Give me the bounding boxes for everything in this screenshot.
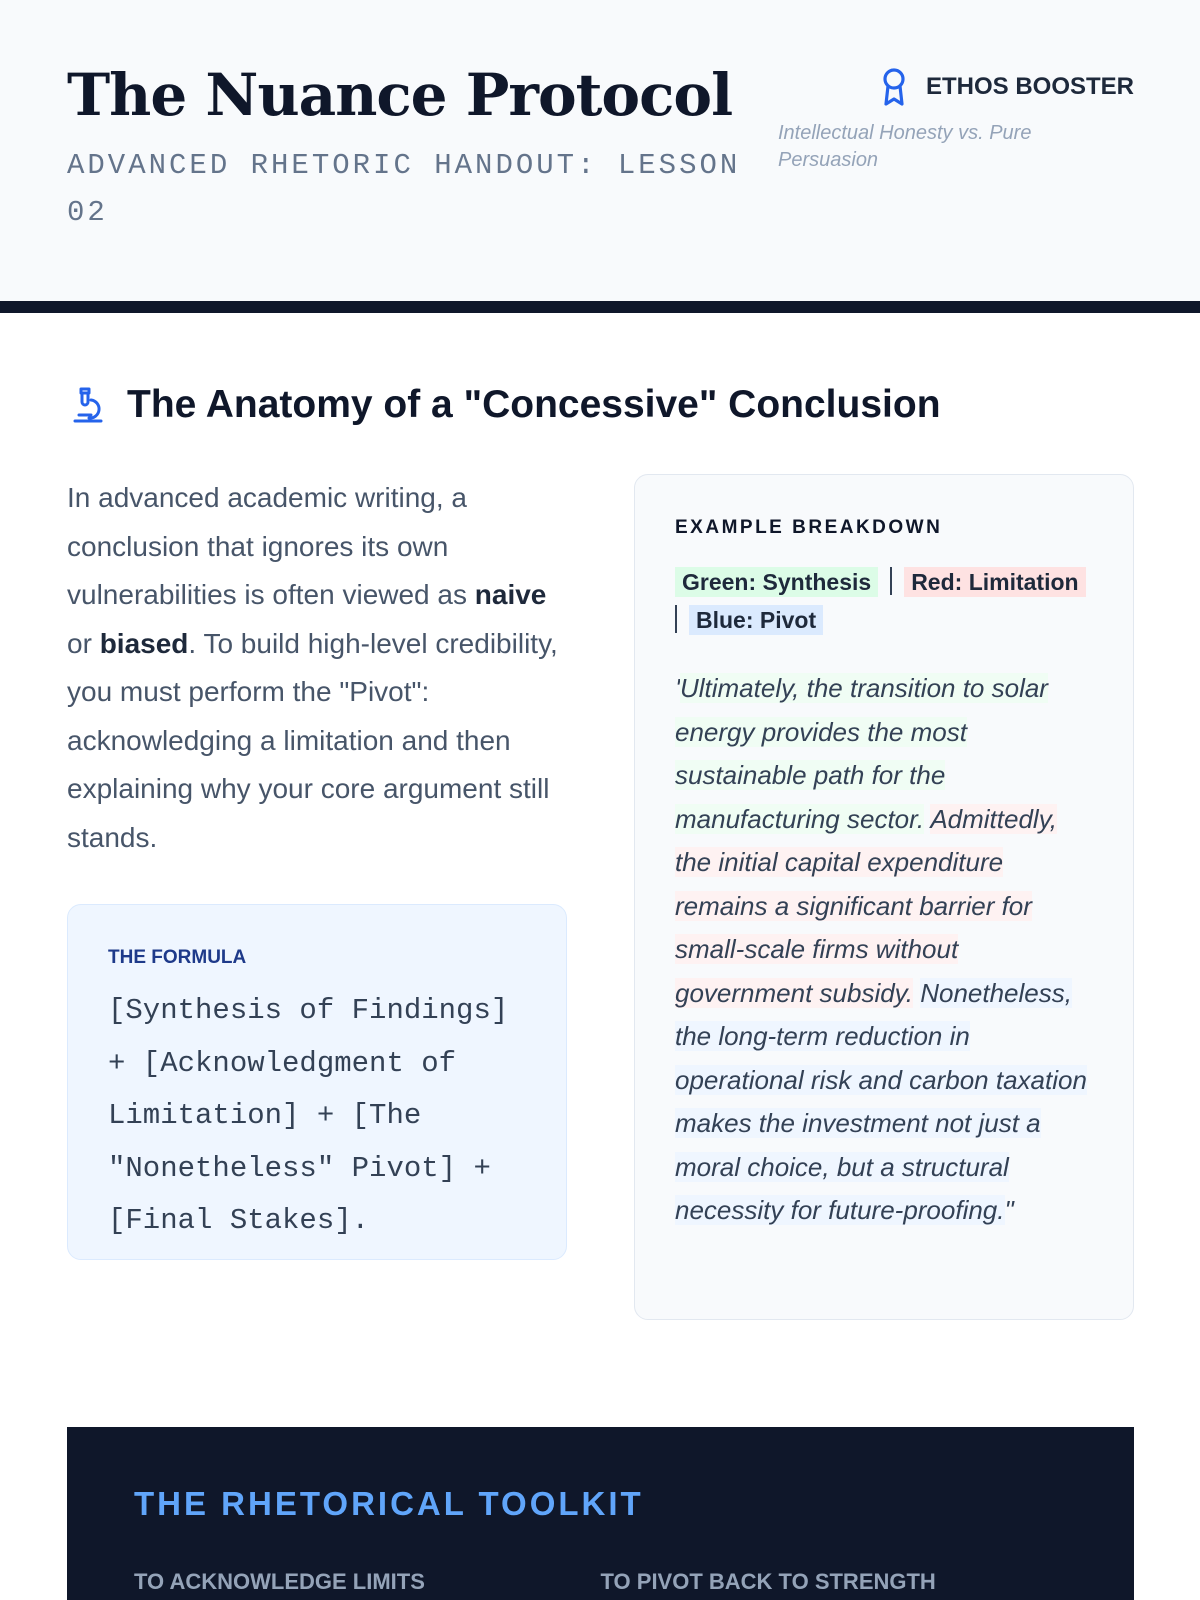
intro-text-2: or: [67, 627, 100, 659]
microscope-icon: [67, 385, 105, 425]
ethos-badge: [778, 66, 1134, 174]
intro-text-3: . To build high-level credibility, you must perform the "Pivot": acknowledging a limitation and then explaining why your core argument still stands.: [67, 627, 558, 853]
badge-label: ETHOS BOOSTER: [925, 73, 1134, 100]
quote-synthesis: Ultimately, the transition to solar energy provides the most sustainable path for the manufacturing sector.: [675, 673, 1048, 834]
formula-label: THE FORMULA: [108, 947, 247, 968]
quote-open: ': [675, 673, 680, 703]
page-subtitle: ADVANCED RHETORIC HANDOUT: LESSON 02: [67, 149, 741, 229]
page-header: [0, 0, 1200, 313]
section-title: The Anatomy of a "Concessive" Conclusion: [127, 383, 941, 426]
quote-pivot: Nonetheless, the long-term reduction in operational risk and carbon taxation makes the investment not just a moral choice, but a structural necessity for future-proofing.: [675, 977, 1087, 1225]
toolkit-columns: [134, 1569, 1067, 1595]
page-title: The Nuance Protocol: [67, 61, 733, 129]
intro-bold-biased: biased: [99, 627, 189, 659]
toolkit-col-acknowledge: TO ACKNOWLEDGE LIMITS: [134, 1569, 425, 1594]
legend-synthesis: Green: Synthesis: [675, 567, 878, 597]
rhetorical-toolkit: [67, 1427, 1134, 1600]
award-ribbon-icon: [880, 67, 908, 107]
formula-body: [Synthesis of Findings] + [Acknowledgment of Limitation] + [The "Nonetheless" Pivot] + [Final Stakes].: [108, 994, 509, 1237]
badge-row: [778, 66, 1134, 108]
legend-pivot: Blue: Pivot: [689, 605, 823, 635]
legend-divider: [675, 605, 677, 633]
example-label: EXAMPLE BREAKDOWN: [675, 517, 943, 538]
quote-close: ": [1004, 1195, 1014, 1225]
badge-tagline: Intellectual Honesty vs. Pure Persuasion: [778, 122, 1032, 171]
toolkit-col-pivot: TO PIVOT BACK TO STRENGTH: [600, 1569, 936, 1594]
quote-limitation: Admittedly, the initial capital expenditure remains a significant barrier for small-scale firms without government subsidy.: [675, 803, 1057, 1008]
example-card: [634, 474, 1134, 1320]
legend-limitation: Red: Limitation: [904, 567, 1085, 597]
intro-bold-naive: naive: [474, 579, 547, 610]
intro-text-1: In advanced academic writing, a conclusion that ignores its own vulnerabilities is often viewed as: [67, 482, 475, 610]
formula-card: [67, 904, 567, 1260]
section-heading: [67, 383, 941, 427]
toolkit-title: THE RHETORICAL TOOLKIT: [134, 1485, 644, 1522]
legend-divider: [890, 567, 892, 595]
example-quote: [675, 667, 1093, 1233]
intro-paragraph: [67, 474, 567, 862]
color-legend: [675, 563, 1093, 639]
